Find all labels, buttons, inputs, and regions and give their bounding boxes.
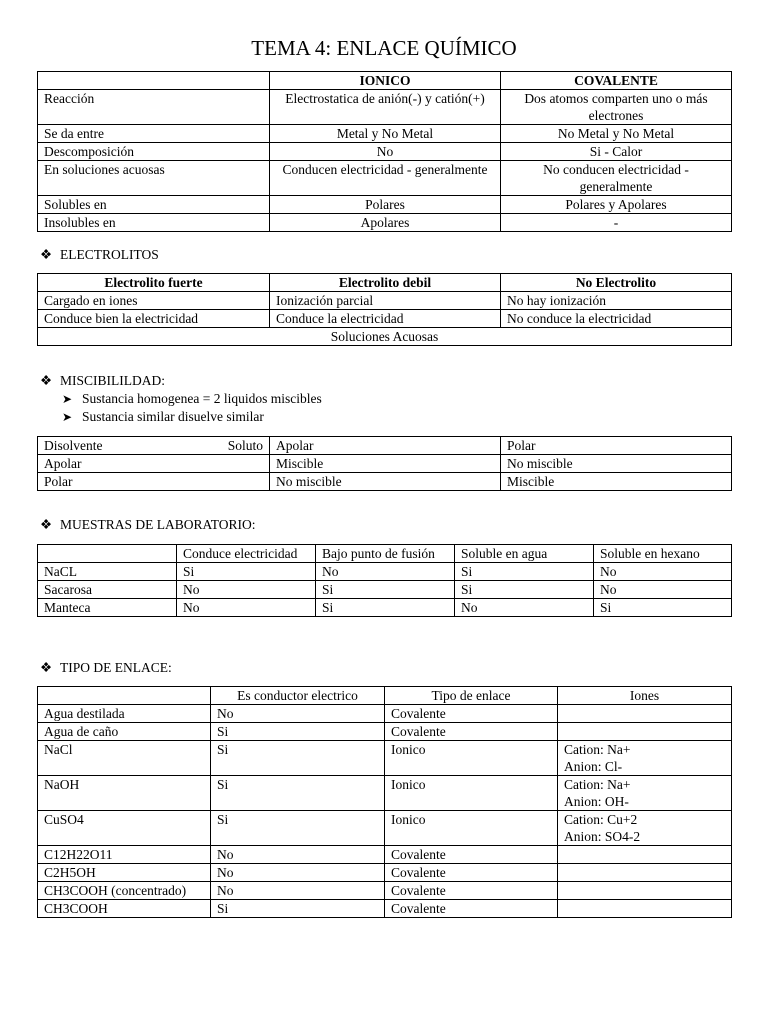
row-label: Manteca (38, 599, 177, 617)
cation-text: Cation: Na+ (564, 742, 631, 757)
table-corner-cell (38, 437, 270, 455)
table-header-cell: Iones (558, 687, 732, 705)
row-label: Se da entre (38, 125, 270, 143)
diamond-bullet-icon: ❖ (40, 247, 53, 262)
table-cell: No (594, 581, 732, 599)
section-heading-electrolitos (40, 246, 159, 263)
table-cell: Si (455, 563, 594, 581)
table-row (38, 143, 732, 161)
table-cell: Polares (270, 196, 501, 214)
table-cell: No (211, 864, 385, 882)
table-row (38, 563, 732, 581)
table-cell: Covalente (385, 882, 558, 900)
row-label: NaOH (38, 776, 211, 811)
table-cell: No (316, 563, 455, 581)
table-cell: Dos atomos comparten uno o más electrones (501, 90, 732, 125)
row-label: CH3COOH (38, 900, 211, 918)
table-cell: Si (316, 599, 455, 617)
arrow-bullet-icon: ➤ (62, 392, 73, 406)
table-cell: Ionización parcial (270, 292, 501, 310)
table-cell: No (211, 846, 385, 864)
miscibility-table (37, 436, 732, 491)
section-heading-muestras (40, 516, 256, 533)
table-row (38, 705, 732, 723)
table-cell: No miscible (270, 473, 501, 491)
table-header-cell: Bajo punto de fusión (316, 545, 455, 563)
table-header-cell: IONICO (270, 72, 501, 90)
table-cell: Conduce la electricidad (270, 310, 501, 328)
table-cell: Apolares (270, 214, 501, 232)
table-cell: No (455, 599, 594, 617)
table-header-row (38, 72, 732, 90)
table-cell: Si (211, 900, 385, 918)
table-footer-cell: Soluciones Acuosas (38, 328, 732, 346)
table-header-cell: COVALENTE (501, 72, 732, 90)
table-header-cell: Conduce electricidad (177, 545, 316, 563)
table-header-cell (38, 545, 177, 563)
table-cell (558, 882, 732, 900)
table-cell: No miscible (501, 455, 732, 473)
table-cell (558, 846, 732, 864)
table-cell: Si (455, 581, 594, 599)
table-row (38, 599, 732, 617)
table-row (38, 310, 732, 328)
table-header-row (38, 687, 732, 705)
table-cell: No Metal y No Metal (501, 125, 732, 143)
table-cell: Metal y No Metal (270, 125, 501, 143)
page-title: TEMA 4: ENLACE QUÍMICO (251, 36, 517, 60)
row-label: Agua de caño (38, 723, 211, 741)
table-cell: Covalente (385, 900, 558, 918)
table-row (38, 900, 732, 918)
ions-cell (558, 741, 732, 776)
bond-comparison-table (37, 71, 732, 232)
diamond-bullet-icon: ❖ (40, 373, 53, 388)
table-row (38, 125, 732, 143)
table-row (38, 455, 732, 473)
row-label: Reacción (38, 90, 270, 125)
table-cell: Ionico (385, 741, 558, 776)
table-cell: Covalente (385, 864, 558, 882)
table-header-cell: Tipo de enlace (385, 687, 558, 705)
table-header-cell: Apolar (270, 437, 501, 455)
table-header-cell (38, 72, 270, 90)
table-header-row (38, 545, 732, 563)
table-cell: Si (211, 741, 385, 776)
table-header-row (38, 274, 732, 292)
table-cell: Si (211, 811, 385, 846)
table-cell: Si (316, 581, 455, 599)
table-cell: No (594, 563, 732, 581)
anion-text: Anion: Cl- (564, 759, 623, 774)
table-cell: No hay ionización (501, 292, 732, 310)
corner-label-soluto: Soluto (227, 438, 263, 453)
table-row (38, 214, 732, 232)
list-item (62, 408, 264, 426)
table-cell: Conducen electricidad - generalmente (270, 161, 501, 196)
table-cell: - (501, 214, 732, 232)
table-cell: Covalente (385, 705, 558, 723)
table-row (38, 581, 732, 599)
section-heading-text: ELECTROLITOS (60, 247, 159, 262)
row-label: NaCL (38, 563, 177, 581)
cation-text: Cation: Cu+2 (564, 812, 638, 827)
corner-label-disolvente: Disolvente (44, 438, 103, 453)
arrow-bullet-icon: ➤ (62, 410, 73, 424)
table-cell: Conduce bien la electricidad (38, 310, 270, 328)
table-header-cell: No Electrolito (501, 274, 732, 292)
table-cell: Ionico (385, 776, 558, 811)
table-cell: No conducen electricidad - generalmente (501, 161, 732, 196)
row-label: Descomposición (38, 143, 270, 161)
table-cell: Si (177, 563, 316, 581)
row-label: CH3COOH (concentrado) (38, 882, 211, 900)
table-cell: Miscible (270, 455, 501, 473)
diamond-bullet-icon: ❖ (40, 517, 53, 532)
diamond-bullet-icon: ❖ (40, 660, 53, 675)
table-row (38, 882, 732, 900)
list-item-text: Sustancia homogenea = 2 liquidos miscibles (82, 391, 322, 406)
list-item (62, 390, 322, 408)
table-cell: Miscible (501, 473, 732, 491)
table-header-cell (38, 687, 211, 705)
table-row (38, 776, 732, 811)
table-header-cell: Soluble en hexano (594, 545, 732, 563)
cation-text: Cation: Na+ (564, 777, 631, 792)
table-cell: No (177, 599, 316, 617)
section-heading-text: MUESTRAS DE LABORATORIO: (60, 517, 256, 532)
table-cell (558, 900, 732, 918)
table-cell: No (211, 705, 385, 723)
section-heading-text: TIPO DE ENLACE: (60, 660, 172, 675)
table-cell: Covalente (385, 723, 558, 741)
table-header-cell: Soluble en agua (455, 545, 594, 563)
table-header-cell: Electrolito fuerte (38, 274, 270, 292)
lab-samples-table (37, 544, 732, 617)
row-label: C2H5OH (38, 864, 211, 882)
table-row (38, 292, 732, 310)
table-row (38, 741, 732, 776)
table-cell: Cargado en iones (38, 292, 270, 310)
table-row (38, 161, 732, 196)
row-label: NaCl (38, 741, 211, 776)
table-header-row (38, 437, 732, 455)
table-cell: No conduce la electricidad (501, 310, 732, 328)
table-header-cell: Electrolito debil (270, 274, 501, 292)
table-cell (558, 705, 732, 723)
anion-text: Anion: SO4-2 (564, 829, 641, 844)
table-row (38, 811, 732, 846)
table-cell: Electrostatica de anión(-) y catión(+) (270, 90, 501, 125)
row-label: Apolar (38, 455, 270, 473)
row-label: Solubles en (38, 196, 270, 214)
table-cell: Si (211, 776, 385, 811)
table-cell: No (177, 581, 316, 599)
section-heading-miscibilidad (40, 372, 165, 389)
bond-type-table (37, 686, 732, 918)
table-header-cell: Polar (501, 437, 732, 455)
row-label: En soluciones acuosas (38, 161, 270, 196)
table-cell: Covalente (385, 846, 558, 864)
ions-cell (558, 776, 732, 811)
table-header-cell: Es conductor electrico (211, 687, 385, 705)
table-cell: Ionico (385, 811, 558, 846)
table-cell: Si - Calor (501, 143, 732, 161)
table-row (38, 90, 732, 125)
row-label: Sacarosa (38, 581, 177, 599)
row-label: Polar (38, 473, 270, 491)
table-row (38, 723, 732, 741)
section-heading-tipo-enlace (40, 659, 172, 676)
table-row (38, 864, 732, 882)
row-label: CuSO4 (38, 811, 211, 846)
table-cell (558, 864, 732, 882)
table-row (38, 473, 732, 491)
table-row (38, 846, 732, 864)
row-label: Agua destilada (38, 705, 211, 723)
table-footer-row (38, 328, 732, 346)
anion-text: Anion: OH- (564, 794, 629, 809)
list-item-text: Sustancia similar disuelve similar (82, 409, 264, 424)
row-label: C12H22O11 (38, 846, 211, 864)
table-cell: Si (211, 723, 385, 741)
section-heading-text: MISCIBILILDAD: (60, 373, 165, 388)
table-cell: No (270, 143, 501, 161)
electrolytes-table (37, 273, 732, 346)
table-cell (558, 723, 732, 741)
ions-cell (558, 811, 732, 846)
row-label: Insolubles en (38, 214, 270, 232)
table-cell: Polares y Apolares (501, 196, 732, 214)
table-cell: Si (594, 599, 732, 617)
table-row (38, 196, 732, 214)
table-cell: No (211, 882, 385, 900)
